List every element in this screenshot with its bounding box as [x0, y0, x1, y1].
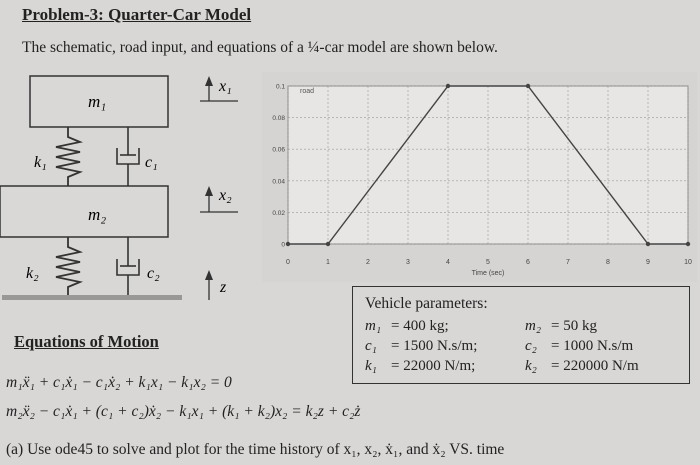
x-tick-label: 6	[526, 259, 530, 266]
spring-k2-label: k₂	[26, 265, 39, 282]
x-tick-label: 5	[486, 259, 490, 266]
param-m2: m₂ = 50 kg	[525, 318, 597, 334]
y-tick-label: 0.04	[272, 178, 285, 186]
road-data-point	[446, 84, 450, 88]
param-c1: c₁ = 1500 N.s/m;	[365, 338, 478, 354]
damper-c2	[117, 237, 139, 296]
ground	[2, 295, 182, 300]
damper-c2-label: c₂	[147, 265, 160, 282]
x-tick-label: 1	[326, 259, 330, 266]
parameters-title: Vehicle parameters:	[365, 295, 488, 312]
damper-c1-label: c₁	[145, 154, 158, 171]
x2-label: x₂	[219, 187, 232, 204]
x-tick-label: 4	[446, 259, 450, 266]
road-data-point	[526, 84, 530, 88]
road-input-chart	[262, 72, 697, 282]
x-tick-label: 7	[566, 259, 570, 266]
x-tick-label: 9	[646, 259, 650, 266]
x-tick-label: 0	[286, 259, 290, 266]
mass-m1-label: m₁	[88, 92, 107, 111]
param-m1: m₁ = 400 kg;	[365, 318, 449, 334]
param-c2: c₂ = 1000 N.s/m	[525, 338, 634, 354]
equations-title: Equations of Motion	[14, 332, 159, 351]
spring-k1-label: k₁	[34, 154, 47, 171]
equation-1: m₁ẍ₁ + c₁ẋ₁ − c₁ẋ₂ + k₁x₁ − k₁x₂ = 0	[6, 374, 232, 391]
plot-area	[288, 86, 688, 244]
damper-c1	[117, 127, 139, 186]
road-data-point	[646, 242, 650, 246]
question-a: (a) Use ode45 to solve and plot for the time history of x₁, x₂, ẋ₁, and ẋ₂ VS. time	[6, 441, 505, 458]
problem-title: Problem-3: Quarter-Car Model	[22, 5, 252, 24]
legend-road: road	[300, 88, 315, 95]
mass-m2-block	[0, 186, 168, 237]
spring-k2	[56, 237, 80, 296]
mass-m2-label: m₂	[88, 205, 107, 224]
equation-2: m₂ẍ₂ − c₁ẋ₁ + (c₁ + c₂)ẋ₂ − k₁x₁ + (k₁ + k₂)x₂ = k₂z + c₂ż	[6, 403, 361, 420]
spring-k1	[56, 127, 80, 186]
road-data-point	[326, 242, 330, 246]
intro-text: The schematic, road input, and equations of a ¼-car model are shown below.	[22, 39, 498, 56]
y-tick-label: 0.1	[275, 83, 285, 91]
quarter-car-schematic	[0, 62, 260, 302]
y-tick-label: 0.06	[272, 146, 285, 154]
x1-label: x₁	[219, 78, 232, 95]
road-data-point	[686, 242, 690, 246]
y-tick-label: 0	[281, 241, 285, 249]
x-tick-label: 10	[684, 259, 692, 266]
vehicle-parameters-box	[352, 286, 690, 384]
param-k1: k₁ = 22000 N/m;	[365, 358, 476, 374]
x-tick-label: 2	[366, 259, 370, 266]
x-tick-label: 3	[406, 259, 410, 266]
y-tick-label: 0.08	[272, 115, 285, 123]
param-k2: k₂ = 220000 N/m	[525, 358, 639, 374]
z-label: z	[220, 279, 227, 296]
x-axis-label: Time (sec)	[471, 270, 505, 277]
y-tick-label: 0.02	[272, 209, 285, 217]
x-tick-label: 8	[606, 259, 610, 266]
road-data-point	[286, 242, 290, 246]
